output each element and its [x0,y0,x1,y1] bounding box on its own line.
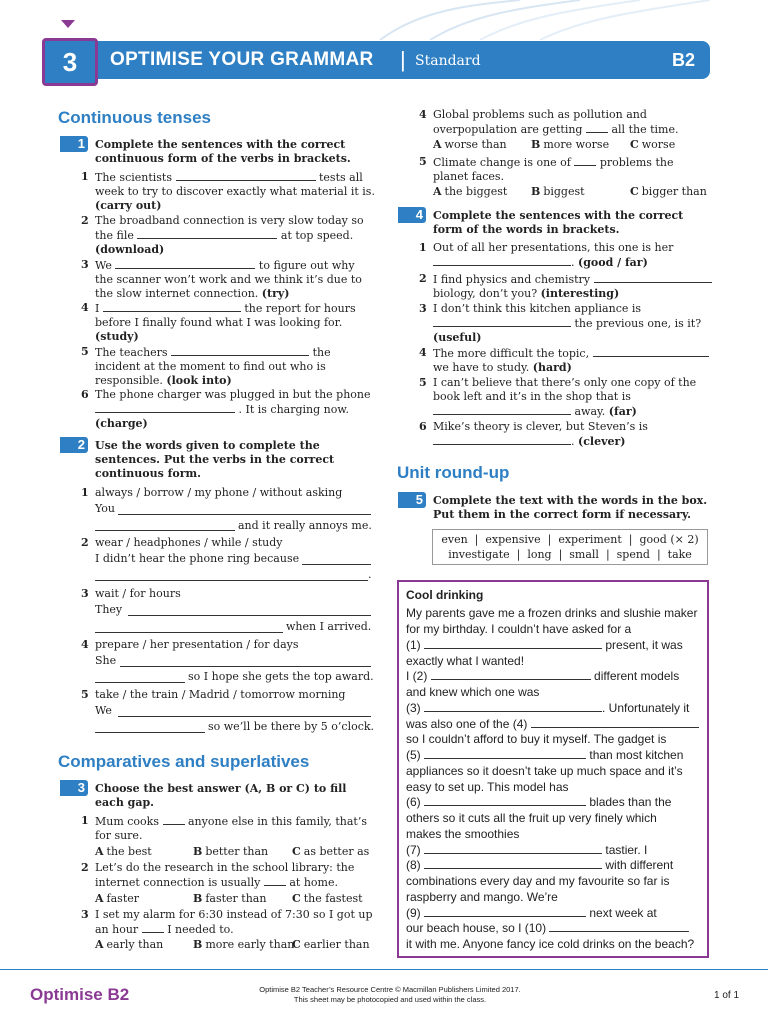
exercise-5-instruction: Complete the text with the words in the box. Put them in the correct form if necessary. [433,494,708,521]
page-subtitle: Standard [415,53,481,69]
exercise-2-item-5-start: We [95,704,112,717]
exercise-4-instruction: Complete the sentences with the correct form of the words in brackets. [433,209,684,236]
exercise-2-item-4-prompt: prepare / her presentation / for days [95,638,299,651]
page-title: OPTIMISE YOUR GRAMMAR [110,49,374,70]
option-b[interactable]: B faster than [193,892,267,905]
item-number: 1 [419,241,427,254]
answer-blank[interactable] [433,255,571,266]
item-number: 5 [81,688,89,701]
text-line: exactly what I wanted! [406,654,525,668]
gap-10[interactable] [549,921,689,932]
answer-line[interactable] [95,580,368,581]
exercise-4-item-3: I don’t think this kitchen appliance is the previous one, is it? (useful) [433,302,702,344]
answer-line[interactable] [118,514,371,515]
answer-line[interactable] [128,615,371,616]
exercise-4-item-1: Out of all her presentations, this one is her . (good / far) [433,241,674,269]
text-line: (9) next week at [406,906,657,920]
exercise-2-item-3-end: when I arrived. [286,620,372,633]
text-line: (6) blades than the [406,795,672,809]
answer-line[interactable] [95,632,283,633]
exercise-2-item-1-start: You [95,502,116,515]
text-line: easy to set up. This model has [406,780,569,794]
option-c[interactable]: C bigger than [630,185,707,198]
text-line: others so it cuts all the fruit up very finely which [406,811,657,825]
text-line: My parents gave me a frozen drinks and slushie maker [406,606,698,620]
item-number: 5 [419,155,427,168]
text-line: (8) with different [406,858,674,872]
unit-marker-icon [61,20,75,28]
footer-copyright: Optimise B2 Teacher’s Resource Centre © Macmillan Publishers Limited 2017. This sheet may be photocopied and used within the class. [259,985,521,1004]
option-a[interactable]: A the best [95,845,152,858]
exercise-4-item-5: I can’t believe that there’s only one copy of the book left and it’s in the shop that is away. (far) [433,376,697,418]
item-number: 2 [81,536,89,549]
exercise-4-item-6: Mike’s theory is clever, but Steven’s is . (clever) [433,420,648,448]
option-a[interactable]: A early than [95,938,164,951]
exercise-3-item-2: Let’s do the research in the school library: the internet connection is usually at home. [95,861,355,889]
answer-blank[interactable] [574,155,596,166]
item-number: 1 [81,486,89,499]
word-box: even | expensive | experiment | good (× 2) investigate | long | small | spend | take [432,529,708,565]
exercise-2-item-4-start: She [95,654,117,667]
option-c[interactable]: C as better as [292,845,370,858]
text-line: (5) than most kitchen [406,748,684,762]
exercise-1-item-5: The teachers the incident at the moment to find out who is responsible. (look into) [95,346,331,387]
text-line: was also one of the (4) [406,717,699,731]
text-title: Cool drinking [406,588,484,602]
option-a[interactable]: A faster [95,892,140,905]
option-b[interactable]: B more early than [193,938,295,951]
answer-blank[interactable] [594,272,712,283]
answer-blank[interactable] [433,404,571,415]
exercise-4-item-2: I find physics and chemistry biology, don’t you? (interesting) [433,272,712,301]
answer-blank[interactable] [433,434,571,445]
gap-3[interactable] [424,701,602,712]
item-number: 3 [81,908,89,921]
option-a[interactable]: A the biggest [433,185,508,198]
answer-blank[interactable] [115,258,255,269]
exercise-badge-2: 2 [60,437,88,453]
gap-7[interactable] [424,843,602,854]
text-line: it with me. Anyone fancy ice cold drinks on the beach? [406,937,695,951]
item-number: 1 [81,170,89,183]
page-number: 1 of 1 [714,990,740,1001]
gap-1[interactable] [424,638,602,649]
option-c[interactable]: C the fastest [292,892,363,905]
option-a[interactable]: A worse than [433,138,507,151]
answer-line[interactable] [95,732,205,733]
section-title-roundup: Unit round-up [397,463,510,482]
text-line: raspberry and mango. We’re [406,890,558,904]
exercise-3-item-1: Mum cooks anyone else in this family, that’s for sure. [95,815,367,842]
item-number: 3 [81,258,89,271]
item-number: 3 [81,587,89,600]
text-line: for my birthday. I couldn’t have asked for a [406,622,632,636]
item-number: 1 [81,814,89,827]
item-number: 2 [81,214,89,227]
option-b[interactable]: B better than [193,845,269,858]
exercise-2-item-2-start: I didn’t hear the phone ring because [95,552,300,565]
exercise-2-item-5-end: so we’ll be there by 5 o’clock. [208,720,375,733]
answer-blank[interactable] [593,346,709,357]
answer-blank[interactable] [142,922,164,933]
text-line: (3) . Unfortunately it [406,701,690,715]
level-badge: B2 [672,50,696,70]
answer-blank[interactable] [95,402,235,413]
exercise-2-item-1-prompt: always / borrow / my phone / without asking [95,486,343,499]
section-title-comparatives: Comparatives and superlatives [58,752,310,771]
gap-8[interactable] [424,858,602,869]
exercise-1-item-4: I the report for hours before I finally found what I was looking for. (study) [95,302,356,343]
exercise-2-item-5-prompt: take / the train / Madrid / tomorrow morning [95,688,346,701]
answer-blank[interactable] [176,170,316,181]
exercise-badge-1: 1 [60,136,88,152]
gap-2[interactable] [431,669,591,680]
exercise-2-item-3-start: They [95,603,123,616]
answer-blank[interactable] [264,875,286,886]
exercise-badge-4: 4 [398,207,426,223]
exercise-2-item-3-prompt: wait / for hours [95,587,181,600]
answer-blank[interactable] [171,345,309,356]
exercise-3-item-5: Climate change is one of problems the planet faces. [433,156,674,183]
text-line: and knew which one was [406,685,540,699]
option-b[interactable]: B biggest [531,185,585,198]
reading-text-box [397,580,709,958]
answer-blank[interactable] [433,316,571,327]
exercise-2-item-2-end: . [368,568,372,581]
item-number: 4 [81,638,89,651]
exercise-2-item-2-prompt: wear / headphones / while / study [95,536,283,549]
header-decoration [0,0,768,40]
answer-line[interactable] [95,530,235,531]
answer-blank[interactable] [103,301,241,312]
footer-brand: Optimise B2 [30,985,130,1004]
item-number: 6 [419,420,427,433]
item-number: 4 [419,346,427,359]
item-number: 3 [419,302,427,315]
exercise-badge-3: 3 [60,780,88,796]
item-number: 2 [419,272,427,285]
item-number: 5 [419,376,427,389]
exercise-1-item-6: The phone charger was plugged in but the phone . It is charging now. (charge) [95,388,371,430]
answer-line[interactable] [95,682,185,683]
gap-4[interactable] [531,717,699,728]
text-line: appliances so it doesn’t take up much space and it’s [406,764,683,778]
gap-5[interactable] [424,748,586,759]
text-line: our beach house, so I (10) [406,921,689,935]
item-number: 5 [81,345,89,358]
exercise-2-instruction: Use the words given to complete the sentences. Put the verbs in the correct continuous form. [95,439,335,480]
exercise-badge-5: 5 [398,492,426,508]
answer-line[interactable] [120,666,371,667]
item-number: 4 [81,301,89,314]
item-number: 4 [419,108,427,121]
section-title-continuous: Continuous tenses [58,108,212,127]
answer-blank[interactable] [163,814,185,825]
exercise-1-instruction: Complete the sentences with the correct continuous form of the verbs in brackets. [95,138,351,165]
exercise-2-item-4-end: so I hope she gets the top award. [188,670,374,683]
footer-divider [0,969,768,970]
exercise-2-item-1-end: and it really annoys me. [238,519,372,532]
text-line: (7) tastier. I [406,843,648,857]
text-line: (1) present, it was [406,638,683,652]
exercise-4-item-4: The more difficult the topic, we have to study. (hard) [433,346,709,375]
title-separator: | [400,47,406,72]
exercise-3-instruction: Choose the best answer (A, B or C) to fill each gap. [95,782,347,809]
exercise-3-item-4: Global problems such as pollution and overpopulation are getting all the time. [433,108,679,136]
answer-blank[interactable] [137,228,277,239]
option-b[interactable]: B more worse [531,138,610,151]
option-c[interactable]: C earlier than [292,938,370,951]
text-line: I (2) different models [406,669,680,683]
gap-6[interactable] [424,795,586,806]
text-line: combinations every day and my favourite so far is [406,874,670,888]
answer-blank[interactable] [586,122,608,133]
exercise-3-item-3: I set my alarm for 6:30 instead of 7:30 so I got up an hour I needed to. [95,908,373,936]
exercise-1-item-3: We to figure out why the scanner won’t work and we think it’s due to the slow internet connection. (try) [95,259,362,300]
answer-line[interactable] [118,716,371,717]
unit-number: 3 [42,38,98,86]
text-line: makes the smoothies [406,827,520,841]
exercise-1-item-1: The scientists tests all week to try to discover exactly what material it is. (carry out) [95,171,375,212]
item-number: 2 [81,861,89,874]
exercise-1-item-2: The broadband connection is very slow today so the file at top speed. (download) [95,214,364,256]
text-line: so I couldn’t afford to buy it myself. The gadget is [406,732,667,746]
answer-line[interactable] [302,564,371,565]
gap-9[interactable] [424,906,586,917]
item-number: 6 [81,388,89,401]
option-c[interactable]: C worse [630,138,676,151]
